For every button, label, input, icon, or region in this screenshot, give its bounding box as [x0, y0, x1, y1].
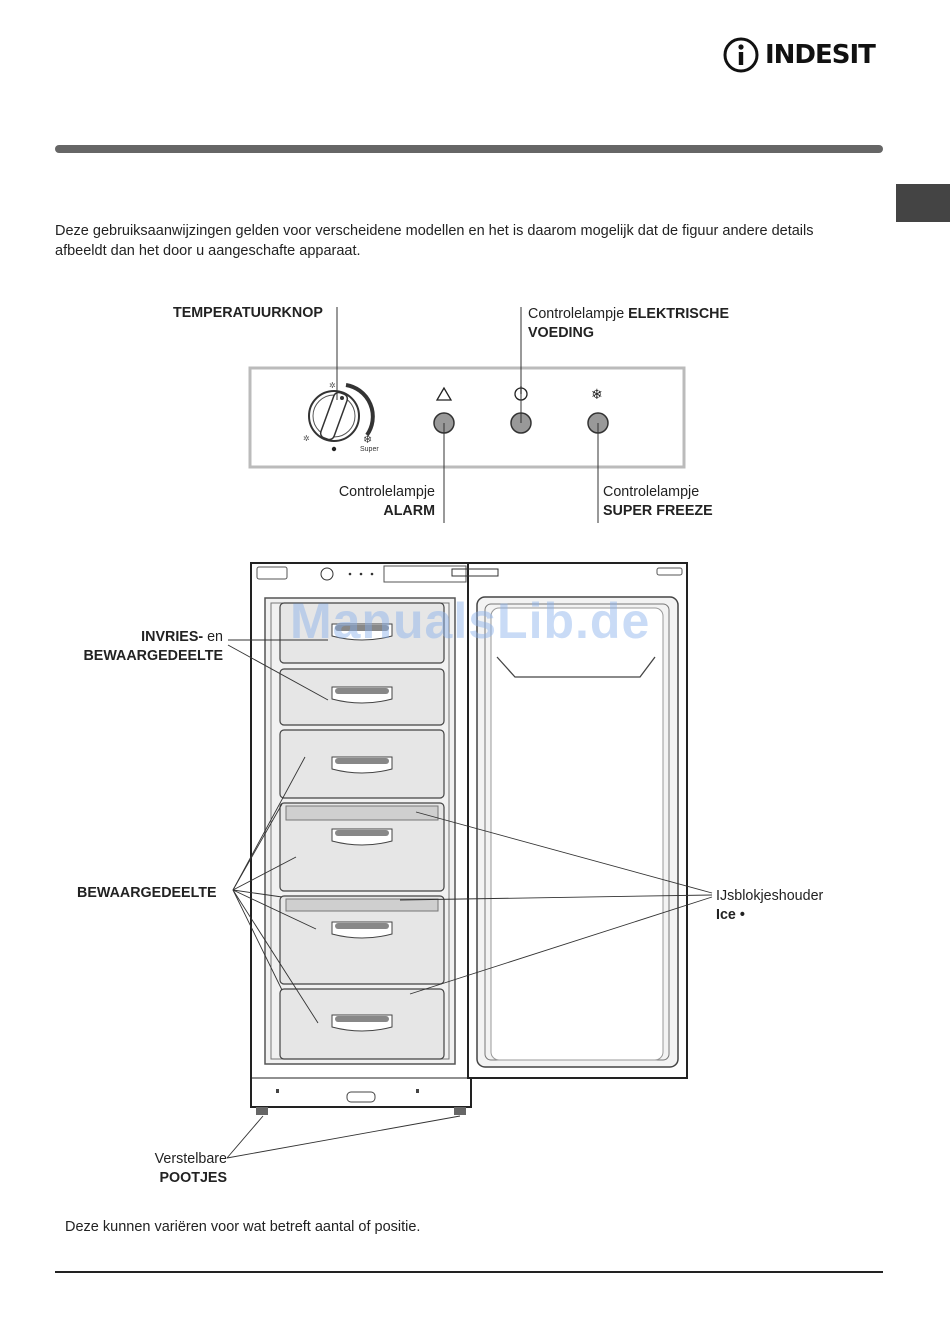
temperature-knob-label: TEMPERATUURKNOP: [173, 305, 323, 321]
freeze-bold: INVRIES-: [141, 629, 204, 645]
alarm-lamp-line1: Controlelampje: [338, 484, 435, 500]
brand-name: INDESIT: [765, 40, 875, 70]
svg-text:❄: ❄: [363, 434, 373, 446]
freeze-en: en: [203, 629, 223, 645]
watermark: ManualsLib.de: [290, 593, 651, 649]
feet-line1: Verstelbare: [154, 1151, 227, 1167]
freeze-compartment-label: [83, 628, 223, 666]
adjustable-feet-label: [155, 1150, 227, 1188]
power-lamp-bold: ELEKTRISCHE: [628, 306, 730, 322]
power-lamp-bold-line2: VOEDING: [528, 325, 594, 341]
footnote: Deze kunnen variëren voor wat betreft aantal of positie.: [65, 1219, 421, 1235]
control-panel: [250, 368, 684, 467]
ice-line1: IJsblokjeshouder: [716, 888, 824, 904]
intro-text: Deze gebruiksaanwijzingen gelden voor verscheidene modellen en het is daarom mogelijk dat de figuur andere details afbeeldt dan het door u aangeschafte apparaat.: [55, 223, 814, 259]
storage-compartment-label: BEWAARGEDEELTE: [77, 885, 217, 901]
knob-super-label: Super: [360, 446, 379, 453]
svg-text:✲: ✲: [329, 381, 336, 390]
svg-text:✲: ✲: [303, 434, 310, 443]
freeze-line2: BEWAARGEDEELTE: [83, 648, 223, 664]
alarm-lamp-line2: ALARM: [383, 503, 435, 519]
feet-line2: POOTJES: [159, 1170, 227, 1186]
power-lamp-label: [528, 305, 729, 343]
alarm-lamp-label: [339, 483, 435, 521]
super-freeze-line2: SUPER FREEZE: [603, 503, 713, 519]
power-lamp-prefix: Controlelampje: [528, 306, 629, 322]
footer-rule: [55, 1271, 883, 1273]
ice-line2: Ice •: [716, 907, 745, 923]
super-freeze-lamp-label: [603, 483, 713, 521]
snowflake-icon: ❄: [591, 386, 603, 402]
super-freeze-line1: Controlelampje: [603, 484, 700, 500]
ice-holder-label: [716, 887, 823, 925]
